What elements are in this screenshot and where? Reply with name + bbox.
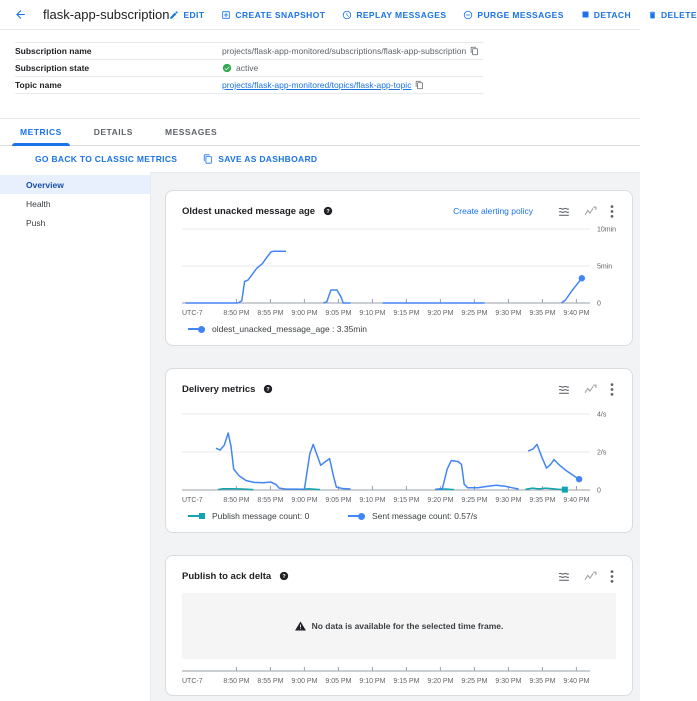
chart-title: Delivery metrics <box>182 383 256 395</box>
tab-details[interactable]: DETAILS <box>93 127 133 137</box>
more-vert-icon[interactable] <box>608 568 616 585</box>
explore-metrics-icon[interactable] <box>582 569 599 584</box>
svg-text:9:35 PM: 9:35 PM <box>529 310 556 317</box>
no-data-panel <box>182 593 616 659</box>
svg-text:9:40 PM: 9:40 PM <box>563 310 590 317</box>
help-icon[interactable] <box>279 571 289 581</box>
svg-text:8:50 PM: 8:50 PM <box>223 497 250 504</box>
help-icon[interactable] <box>263 384 273 394</box>
copy-button[interactable] <box>470 46 479 56</box>
more-vert-icon[interactable] <box>608 203 616 220</box>
svg-text:9:05 PM: 9:05 PM <box>325 678 352 685</box>
svg-text:2/s: 2/s <box>597 449 607 457</box>
detail-row-subscription-state <box>15 60 483 77</box>
detach-button[interactable]: DETACH <box>581 10 631 20</box>
charts-panel <box>151 172 640 701</box>
svg-text:10min: 10min <box>597 226 617 234</box>
svg-text:9:05 PM: 9:05 PM <box>325 497 352 504</box>
app-bar <box>0 0 697 30</box>
arrow-back-icon <box>14 8 27 21</box>
chart-title: Publish to ack delta <box>182 570 272 582</box>
svg-text:9:15 PM: 9:15 PM <box>393 497 420 504</box>
save-dashboard-button[interactable]: SAVE AS DASHBOARD <box>203 154 317 164</box>
chart-legend <box>182 321 616 337</box>
delete-button[interactable]: DELETE <box>648 10 697 20</box>
svg-text:9:40 PM: 9:40 PM <box>563 497 590 504</box>
svg-text:9:40 PM: 9:40 PM <box>563 678 590 685</box>
svg-text:9:00 PM: 9:00 PM <box>291 678 318 685</box>
chart-card-oldest-unacked-age <box>165 190 633 346</box>
create-alerting-policy-link[interactable]: Create alerting policy <box>453 206 533 216</box>
svg-text:?: ? <box>326 208 330 215</box>
dashboard-copy-icon <box>203 154 213 164</box>
legend-item-sent-count[interactable]: Sent message count: 0.57/s <box>348 511 508 521</box>
svg-text:9:20 PM: 9:20 PM <box>427 497 454 504</box>
trash-icon <box>648 10 657 20</box>
svg-text:8:55 PM: 8:55 PM <box>257 497 284 504</box>
square-icon <box>581 10 590 19</box>
svg-text:5min: 5min <box>597 263 613 271</box>
legend-line-marker-icon <box>188 328 205 330</box>
edit-button[interactable]: EDIT <box>169 10 204 20</box>
svg-text:9:10 PM: 9:10 PM <box>359 310 386 317</box>
svg-text:UTC-7: UTC-7 <box>182 310 203 317</box>
chart-card-delivery-metrics <box>165 368 633 533</box>
svg-text:9:25 PM: 9:25 PM <box>461 310 488 317</box>
svg-text:9:30 PM: 9:30 PM <box>495 310 522 317</box>
sidebar-item-overview[interactable]: Overview <box>0 175 150 194</box>
svg-text:UTC-7: UTC-7 <box>182 497 203 504</box>
svg-text:8:50 PM: 8:50 PM <box>223 310 250 317</box>
more-vert-icon[interactable] <box>608 381 616 398</box>
copy-icon <box>470 46 479 56</box>
detail-row-subscription-name <box>15 43 483 60</box>
chart-legend <box>182 508 616 524</box>
tab-messages[interactable]: MESSAGES <box>164 127 218 137</box>
topic-link[interactable]: projects/flask-app-monitored/topics/flask-app-topic <box>222 80 412 90</box>
legend-item-publish-count[interactable]: Publish message count: 0 <box>188 511 348 521</box>
svg-text:0: 0 <box>597 300 601 308</box>
svg-text:9:35 PM: 9:35 PM <box>529 678 556 685</box>
sidebar-item-health[interactable]: Health <box>26 198 51 209</box>
svg-text:8:55 PM: 8:55 PM <box>257 310 284 317</box>
detail-label: Subscription name <box>15 46 92 56</box>
svg-text:9:25 PM: 9:25 PM <box>461 497 488 504</box>
check-circle-icon <box>222 63 232 73</box>
chart-publish-to-ack-delta[interactable] <box>182 660 629 687</box>
header-actions <box>169 10 696 20</box>
svg-text:9:10 PM: 9:10 PM <box>359 497 386 504</box>
detail-label: Topic name <box>15 80 62 90</box>
clock-icon <box>342 10 352 20</box>
copy-button[interactable] <box>415 80 424 90</box>
minus-circle-icon <box>463 10 473 20</box>
svg-text:9:35 PM: 9:35 PM <box>529 497 556 504</box>
legend-line-marker-icon <box>348 515 365 517</box>
metrics-content <box>0 172 640 701</box>
svg-text:9:00 PM: 9:00 PM <box>291 497 318 504</box>
metrics-toolbar <box>0 146 640 172</box>
back-button[interactable] <box>12 6 29 23</box>
sidebar-item-push[interactable]: Push <box>26 217 46 228</box>
purge-messages-button[interactable]: PURGE MESSAGES <box>463 10 563 20</box>
legend-line-marker-icon <box>188 515 205 517</box>
detail-label: Subscription state <box>15 63 90 73</box>
add-box-icon <box>221 10 231 20</box>
replay-messages-button[interactable]: REPLAY MESSAGES <box>342 10 446 20</box>
svg-text:0: 0 <box>597 487 601 495</box>
svg-text:8:55 PM: 8:55 PM <box>257 678 284 685</box>
svg-text:4/s: 4/s <box>597 411 607 419</box>
tab-metrics[interactable]: METRICS <box>4 119 78 145</box>
pencil-icon <box>169 10 179 20</box>
warning-icon <box>295 621 306 631</box>
detail-row-topic-name <box>15 77 483 94</box>
metrics-sidebar <box>0 172 151 701</box>
explore-metrics-icon[interactable] <box>582 204 599 219</box>
subscription-state-value: active <box>236 63 259 73</box>
svg-text:9:30 PM: 9:30 PM <box>495 678 522 685</box>
svg-text:?: ? <box>282 573 286 580</box>
explore-metrics-icon[interactable] <box>582 382 599 397</box>
subscription-name-value: projects/flask-app-monitored/subscriptions/flask-app-subscription <box>222 46 467 56</box>
svg-text:UTC-7: UTC-7 <box>182 678 203 685</box>
chart-oldest-unacked-age[interactable] <box>182 225 629 319</box>
chart-delivery-metrics[interactable] <box>182 410 629 506</box>
classic-metrics-button[interactable]: GO BACK TO CLASSIC METRICS <box>35 154 178 164</box>
svg-text:9:20 PM: 9:20 PM <box>427 678 454 685</box>
svg-text:9:15 PM: 9:15 PM <box>393 310 420 317</box>
svg-text:8:50 PM: 8:50 PM <box>223 678 250 685</box>
svg-text:9:10 PM: 9:10 PM <box>359 678 386 685</box>
chart-title: Oldest unacked message age <box>182 205 316 217</box>
waves-icon[interactable] <box>556 569 573 584</box>
svg-text:9:30 PM: 9:30 PM <box>495 497 522 504</box>
svg-text:?: ? <box>266 386 271 393</box>
chart-card-publish-to-ack-delta <box>165 555 633 696</box>
svg-text:9:20 PM: 9:20 PM <box>427 310 454 317</box>
waves-icon[interactable] <box>556 204 573 219</box>
create-snapshot-button[interactable]: CREATE SNAPSHOT <box>221 10 325 20</box>
svg-text:9:05 PM: 9:05 PM <box>325 310 352 317</box>
no-data-message: No data is available for the selected time frame. <box>311 621 504 631</box>
subscription-details <box>15 42 483 94</box>
page-title: flask-app-subscription <box>43 7 170 22</box>
svg-text:9:15 PM: 9:15 PM <box>393 678 420 685</box>
svg-text:9:00 PM: 9:00 PM <box>291 310 318 317</box>
waves-icon[interactable] <box>556 382 573 397</box>
help-icon[interactable] <box>323 206 333 216</box>
tab-bar <box>0 118 640 146</box>
legend-item-oldest-unacked[interactable]: oldest_unacked_message_age : 3.35min <box>188 324 367 334</box>
copy-icon <box>415 80 424 90</box>
svg-text:9:25 PM: 9:25 PM <box>461 678 488 685</box>
